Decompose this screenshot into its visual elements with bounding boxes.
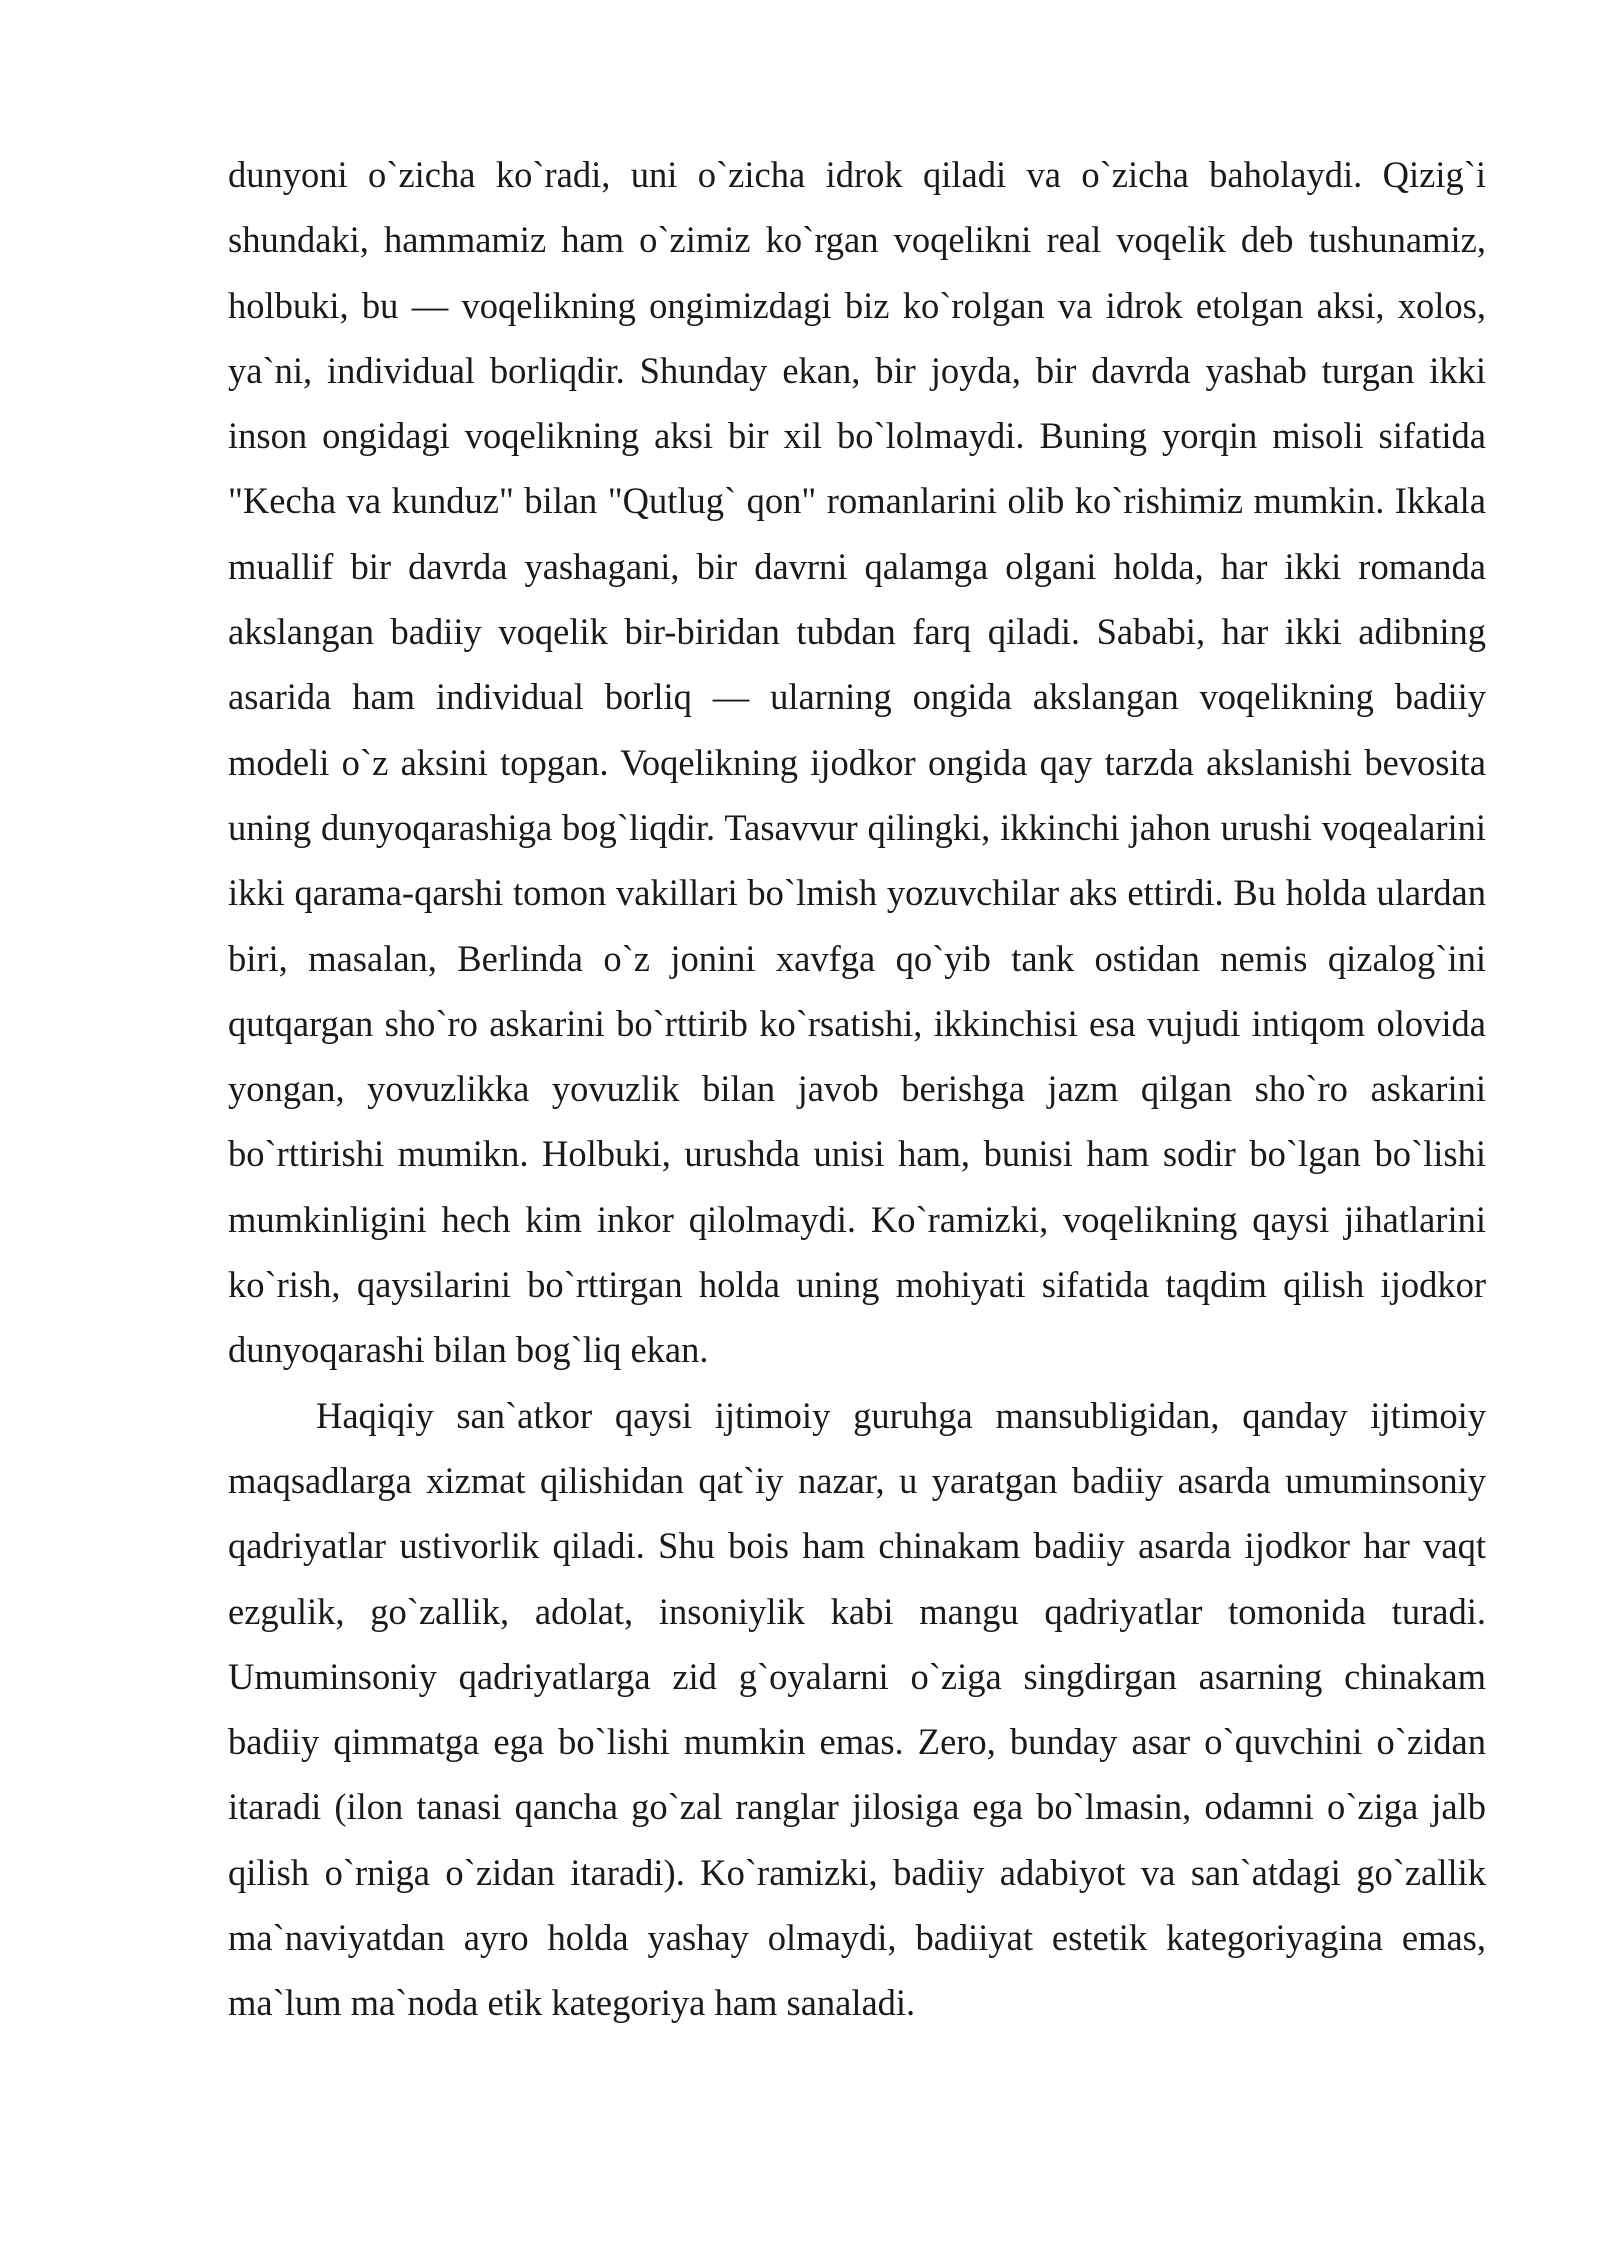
body-paragraph-1: dunyoni o`zicha ko`radi, uni o`zicha idrok qiladi va o`zicha baholaydi. Qizig`i shundaki, hammamiz ham o`zimiz ko`rgan voqelikni real voqelik deb tushunamiz, holbuki, bu — voqelikning ongimizdagi biz ko`rolgan va idrok etolgan aksi, xolos, ya`ni, individual borliqdir. Shunday ekan, bir joyda, bir davrda yashab turgan ikki inson ongidagi voqelikning aksi bir xil bo`lolmaydi. Buning yorqin misoli sifatida "Kecha va kunduz" bilan "Qutlug` qon" romanlarini olib ko`rishimiz mumkin. Ikkala muallif bir davrda yashagani, bir davrni qalamga olgani holda, har ikki romanda akslangan badiiy voqelik bir-biridan tubdan farq qiladi. Sababi, har ikki adibning asarida ham individual borliq — ularning ongida akslangan voqelikning badiiy modeli o`z aksini topgan. Voqelikning ijodkor ongida qay tarzda akslanishi bevosita uning dunyoqarashiga bog`liqdir. Tasavvur qilingki, ikkinchi jahon urushi voqealarini ikki qarama-qarshi tomon vakillari bo`lmish yozuvchilar aks ettirdi. Bu holda ulardan biri, masalan, Berlinda o`z jonini xavfga qo`yib tank ostidan nemis qizalog`ini qutqargan sho`ro askarini bo`rttirib ko`rsatishi, ikkinchisi esa vujudi intiqom olovida yongan, yovuzlikka yovuzlik bilan javob berishga jazm qilgan sho`ro askarini bo`rttirishi mumikn. Holbuki, urushda unisi ham, bunisi ham sodir bo`lgan bo`lishi mumkinligini hech kim inkor qilolmaydi. Ko`ramizki, voqelikning qaysi jihatlarini ko`rish, qaysilarini bo`rttirgan holda uning mohiyati sifatida taqdim qilish ijodkor dunyoqarashi bilan bog`liq ekan. [228,154,1486,1371]
document-page [228,142,1486,2036]
body-paragraph-2: Haqiqiy san`atkor qaysi ijtimoiy guruhga mansubligidan, qanday ijtimoiy maqsadlarga xizmat qilishidan qat`iy nazar, u yaratgan badiiy asarda umuminsoniy qadriyatlar ustivorlik qiladi. Shu bois ham chinakam badiiy asarda ijodkor har vaqt ezgulik, go`zallik, adolat, insoniylik kabi mangu qadriyatlar tomonida turadi. Umuminsoniy qadriyatlarga zid g`oyalarni o`ziga singdirgan asarning chinakam badiiy qimmatga ega bo`lishi mumkin emas. Zero, bunday asar o`quvchini o`zidan itaradi (ilon tanasi qancha go`zal ranglar jilosiga ega bo`lmasin, odamni o`ziga jalb qilish o`rniga o`zidan itaradi). Ko`ramizki, badiiy adabiyot va san`atdagi go`zallik ma`naviyatdan ayro holda yashay olmaydi, badiiyat estetik kategoriyagina emas, ma`lum ma`noda etik kategoriya ham sanaladi. [228,1394,1486,2024]
